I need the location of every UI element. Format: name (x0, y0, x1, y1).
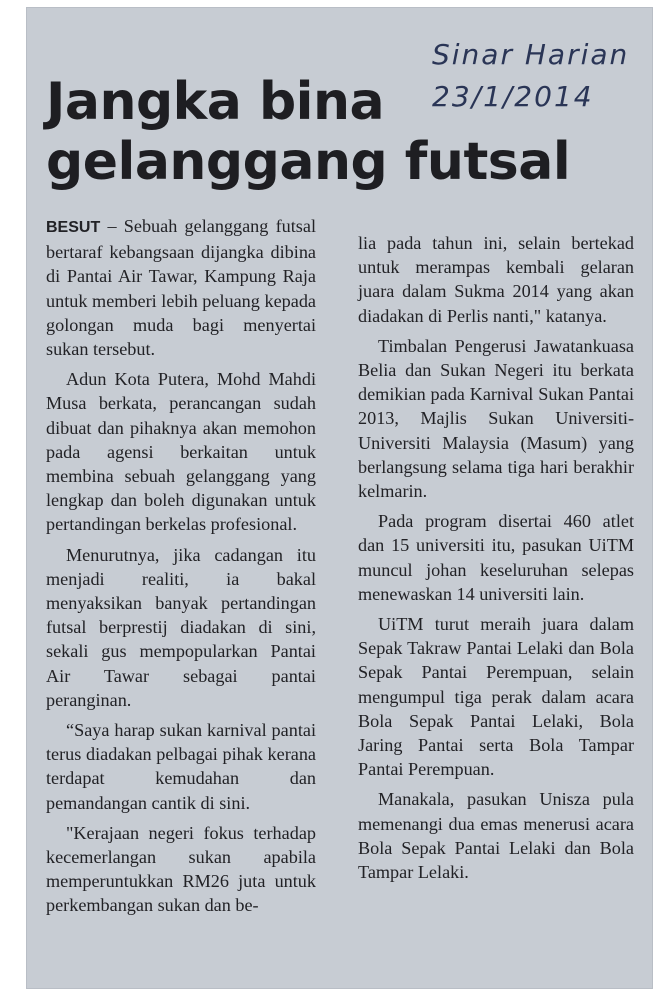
dateline: BESUT (46, 219, 101, 236)
article-paragraph: Pada program disertai 460 atlet dan 15 universiti itu, pasukan UiTM muncul johan keseluruhan selepas menewaskan 14 universiti lain. (358, 511, 634, 604)
article-paragraph: UiTM turut meraih juara dalam Sepak Takraw Pantai Lelaki dan Bola Sepak Pantai Perempuan, selain mengumpul tiga perak dalam acara Bola Sepak Pantai Lelaki, Bola Jaring Pantai serta Bola Tampar Pantai Perempuan. (358, 614, 634, 780)
article-paragraph: Adun Kota Putera, Mohd Mahdi Musa berkata, perancangan sudah dibuat dan pihaknya akan memohon pada agensi berkaitan untuk membina sebuah gelanggang yang lengkap dan boleh digunakan untuk pertandingan berkelas profesional. (46, 369, 316, 535)
article-paragraph: Timbalan Pengerusi Jawatankuasa Belia dan Sukan Negeri itu berkata demikian pada Karnival Sukan Pantai 2013, Majlis Sukan Universiti-Universiti Malaysia (Masum) yang berlangsung selama tiga hari berakhir kelmarin. (358, 335, 634, 502)
article-headline (46, 72, 570, 192)
article-paragraph: "Kerajaan negeri fokus terhadap kecemerlangan sukan apabila memperuntukkan RM26 juta untuk perkembangan sukan dan be- (46, 822, 316, 916)
article-paragraph: Menurutnya, jika cadangan itu menjadi realiti, ia bakal menyaksikan banyak pertandingan futsal berprestij diadakan di sini, sekali gus mempopularkan Pantai Air Tawar sebagai pantai peranginan. (46, 544, 316, 710)
article-column-1 (46, 214, 316, 924)
headline-line-1: Jangka bina (46, 72, 385, 132)
article-column-2 (358, 231, 634, 890)
headline-line-2: gelanggang futsal (46, 132, 571, 192)
article-paragraph: “Saya harap sukan karnival pantai terus diadakan pelbagai pihak kerana terdapat kemudahan dan pemandangan cantik di sini. (46, 720, 316, 813)
handwritten-publication: Sinar Harian (432, 38, 630, 71)
article-paragraph: Manakala, pasukan Unisza pula memenangi dua emas menerusi acara Bola Sepak Pantai Lelaki dan Bola Tampar Lelaki. (358, 789, 634, 883)
handwritten-date: 23/1/2014 (432, 80, 594, 113)
article-paragraph: lia pada tahun ini, selain bertekad untuk merampas kembali gelaran juara dalam Sukma 2014 yang akan diadakan di Perlis nanti," katanya. (358, 233, 634, 326)
article-paragraph: BESUT – Sebuah gelanggang futsal bertaraf kebangsaan dijangka dibina di Pantai Air Tawar, Kampung Raja untuk memberi lebih peluang kepada golongan muda bagi menyertai sukan tersebut. (46, 216, 316, 360)
